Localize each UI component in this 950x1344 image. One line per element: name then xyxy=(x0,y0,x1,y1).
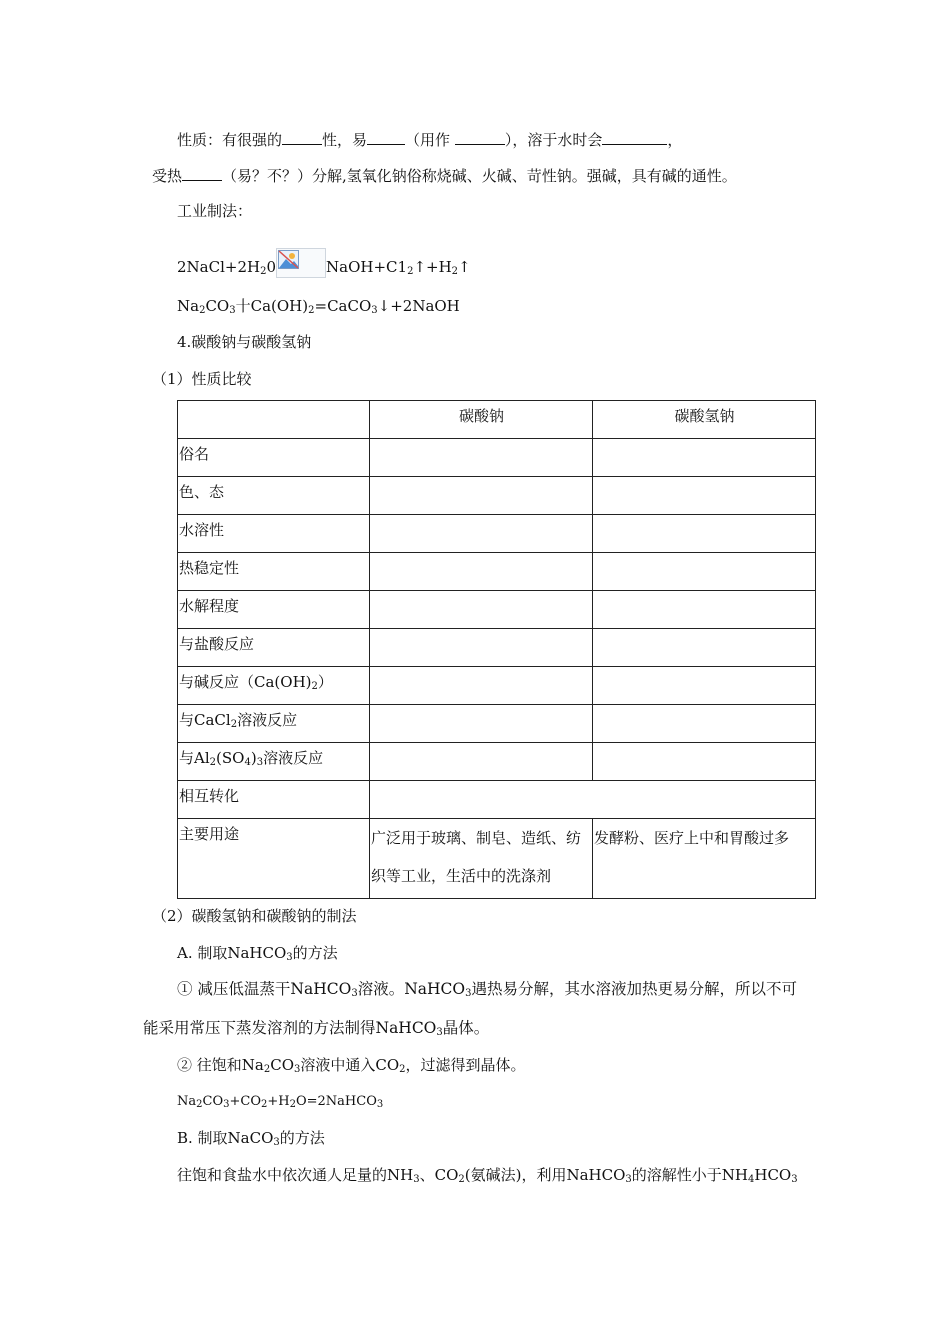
table-cell xyxy=(370,477,593,515)
row-label: 相互转化 xyxy=(178,781,370,819)
blank-4 xyxy=(602,129,667,145)
text: CO xyxy=(270,1056,294,1074)
table-cell xyxy=(370,705,593,743)
method-b-title xyxy=(177,1128,325,1148)
text: B. 制取NaCO xyxy=(177,1129,274,1147)
subscript: 3 xyxy=(413,1174,420,1185)
table-cell xyxy=(593,477,816,515)
text: （易？不？）分解,氢氧化钠俗称烧碱、火碱、苛性钠。强碱，具有碱的通性。 xyxy=(222,167,737,185)
heat-line xyxy=(152,165,737,186)
table-cell xyxy=(593,591,816,629)
text: 溶液中通入CO xyxy=(300,1056,400,1074)
blank-5 xyxy=(182,165,222,181)
subscript: 3 xyxy=(625,1174,632,1185)
subscript: 3 xyxy=(791,1174,798,1185)
blank-1 xyxy=(282,129,322,145)
row-label: 与盐酸反应 xyxy=(178,629,370,667)
subscript: 3 xyxy=(376,1099,384,1110)
table-row xyxy=(178,705,816,743)
row-label xyxy=(178,705,370,743)
table-cell xyxy=(593,515,816,553)
table-row xyxy=(178,591,816,629)
table-row xyxy=(178,667,816,705)
subscript: 2 xyxy=(196,1099,203,1110)
text: 的方法 xyxy=(279,1129,325,1147)
row-label xyxy=(178,743,370,781)
text: 的方法 xyxy=(292,944,338,962)
subscript: 3 xyxy=(436,1027,443,1038)
text: ， xyxy=(667,131,683,149)
table-row xyxy=(178,743,816,781)
text: 溶液反应 xyxy=(237,711,298,729)
table-cell xyxy=(370,629,593,667)
method-1-line-1 xyxy=(177,979,797,999)
text: CO xyxy=(205,297,230,315)
equation-causticization xyxy=(177,296,460,316)
text: （用作 xyxy=(405,131,451,149)
industry-heading: 工业制法： xyxy=(177,202,253,220)
blank-3 xyxy=(455,129,505,145)
usage-sodium-bicarbonate: 发酵粉、医疗上中和胃酸过多 xyxy=(593,819,816,899)
text: ），溶于水时会 xyxy=(504,131,603,149)
text: 能采用常压下蒸发溶剂的方法制得NaHCO xyxy=(143,1019,437,1037)
text: 受热 xyxy=(152,167,183,185)
table-cell xyxy=(370,439,593,477)
text: 往饱和食盐水中依次通人足量的NH xyxy=(177,1166,414,1184)
table-cell xyxy=(370,553,593,591)
subscript: 2 xyxy=(230,719,238,730)
subscript: 3 xyxy=(273,1137,280,1148)
subscript: 2 xyxy=(289,1099,296,1110)
subscript: 3 xyxy=(256,757,264,768)
method-1-line-2 xyxy=(143,1018,489,1038)
text: 性质：有很强的 xyxy=(177,131,283,149)
subscript: 4 xyxy=(747,1174,755,1185)
table-cell xyxy=(370,743,593,781)
row-label: 色、态 xyxy=(178,477,370,515)
text: +H xyxy=(267,1094,290,1109)
table-cell xyxy=(370,591,593,629)
text: +CO xyxy=(229,1094,261,1109)
property-line xyxy=(177,129,682,150)
text: ，过滤得到晶体。 xyxy=(405,1056,526,1074)
table-row xyxy=(178,781,816,819)
text: CO xyxy=(202,1094,224,1109)
header-cell-empty xyxy=(178,401,370,439)
text: 性，易 xyxy=(322,131,368,149)
text: 溶液。NaHCO xyxy=(357,980,466,998)
text: Na xyxy=(177,297,200,315)
subscript: 2 xyxy=(458,1174,465,1185)
table-cell xyxy=(593,743,816,781)
subscript: 3 xyxy=(286,952,293,963)
subscript: 2 xyxy=(311,681,318,692)
method-2-line xyxy=(177,1055,526,1075)
table-header-row xyxy=(178,401,816,439)
text: ↓+2NaOH xyxy=(377,297,460,315)
subscript: 2 xyxy=(260,266,267,277)
row-label xyxy=(178,667,370,705)
table-row xyxy=(178,477,816,515)
subscript: 3 xyxy=(223,1099,230,1110)
row-label: 俗名 xyxy=(178,439,370,477)
text: (SO xyxy=(216,749,245,767)
text: 十Ca(OH) xyxy=(235,297,309,315)
table-cell xyxy=(370,515,593,553)
broken-image-icon xyxy=(276,248,326,278)
subsection-title: （1）性质比较 xyxy=(152,370,252,388)
text: 与Al xyxy=(179,749,210,767)
table-cell xyxy=(593,553,816,591)
text: 的溶解性小于NH xyxy=(631,1166,748,1184)
subscript: 2 xyxy=(261,1099,268,1110)
subscript: 2 xyxy=(263,1064,271,1075)
table-cell xyxy=(370,667,593,705)
text: ② 往饱和Na xyxy=(177,1056,264,1074)
subscript: 3 xyxy=(229,305,236,316)
text: NaOH+C1 xyxy=(326,258,408,276)
table-row xyxy=(178,439,816,477)
text: ↑+H xyxy=(413,258,452,276)
text: 晶体。 xyxy=(442,1019,490,1037)
text: HCO xyxy=(754,1166,792,1184)
subscript: 2 xyxy=(451,266,459,277)
table-cell-merged xyxy=(370,781,816,819)
table-row xyxy=(178,515,816,553)
text: O=2NaHCO xyxy=(295,1094,377,1109)
subscript: 3 xyxy=(351,988,358,999)
text: ↑ xyxy=(458,258,471,276)
subscript: 3 xyxy=(294,1064,301,1075)
equation-electrolysis xyxy=(177,248,471,278)
text: 与碱反应（Ca(OH) xyxy=(179,673,312,691)
equation-bicarbonate xyxy=(177,1092,383,1112)
subscript: 3 xyxy=(465,988,472,999)
text: 、CO xyxy=(419,1166,459,1184)
text: 溶液反应 xyxy=(263,749,324,767)
table-cell xyxy=(593,439,816,477)
text: =CaCO xyxy=(314,297,372,315)
text: ） xyxy=(317,673,333,691)
subscript: 3 xyxy=(371,305,378,316)
text: ) xyxy=(250,749,257,767)
text: 与CaCl xyxy=(179,711,231,729)
usage-sodium-carbonate: 广泛用于玻璃、制皂、造纸、纺织等工业，生活中的洗涤剂 xyxy=(370,819,593,899)
text: A. 制取NaHCO xyxy=(177,944,287,962)
table-cell xyxy=(593,667,816,705)
text: 遇热易分解，其水溶液加热更易分解，所以不可 xyxy=(471,980,797,998)
text: Na xyxy=(177,1094,197,1109)
text: ① 减压低温蒸干NaHCO xyxy=(177,980,352,998)
subscript: 2 xyxy=(399,1064,406,1075)
row-label: 热稳定性 xyxy=(178,553,370,591)
text: 0 xyxy=(266,258,277,276)
row-label: 水溶性 xyxy=(178,515,370,553)
ammonia-soda-line xyxy=(177,1165,798,1185)
text: (氨碱法)，利用NaHCO xyxy=(464,1166,626,1184)
subscript: 2 xyxy=(199,305,206,316)
header-cell-sodium-bicarbonate: 碳酸氢钠 xyxy=(593,401,816,439)
subscript: 2 xyxy=(407,266,414,277)
subsection-title: （2）碳酸氢钠和碳酸钠的制法 xyxy=(152,907,357,925)
header-cell-sodium-carbonate: 碳酸钠 xyxy=(370,401,593,439)
subscript: 4 xyxy=(244,757,251,768)
row-label: 主要用途 xyxy=(178,819,370,899)
table-row xyxy=(178,553,816,591)
row-label: 水解程度 xyxy=(178,591,370,629)
text: 2NaCl+2H xyxy=(177,258,261,276)
table-cell xyxy=(593,629,816,667)
method-a-title xyxy=(177,943,338,963)
subscript: 2 xyxy=(308,305,315,316)
table-row xyxy=(178,629,816,667)
subscript: 2 xyxy=(209,757,217,768)
section-title: 4.碳酸钠与碳酸氢钠 xyxy=(177,333,312,351)
comparison-table xyxy=(177,400,816,899)
table-row xyxy=(178,819,816,899)
blank-2 xyxy=(367,129,405,145)
table-cell xyxy=(593,705,816,743)
